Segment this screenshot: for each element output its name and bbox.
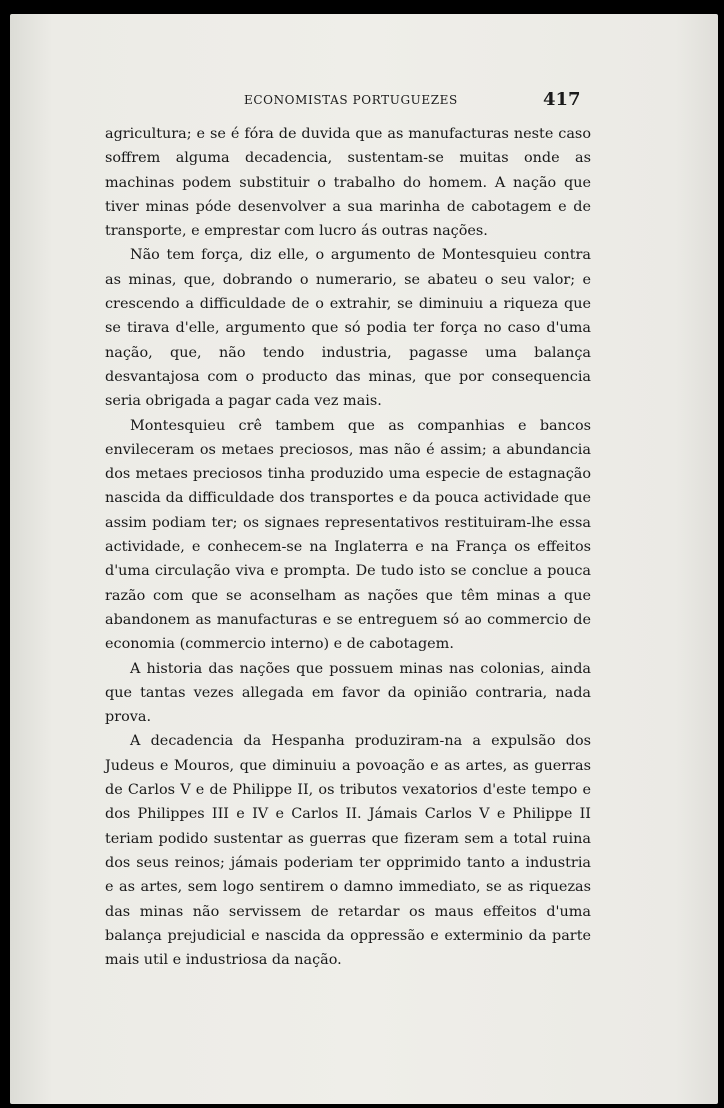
paragraph-4: A historia das nações que possuem minas nas colonias, ainda que tantas vezes allegada em favor da opinião contraria, nada prova. [105,660,591,726]
body-text [105,122,591,972]
book-page [10,14,718,1104]
running-title: ECONOMISTAS PORTUGUEZES [244,93,458,107]
paragraph-2: Não tem força, diz elle, o argumento de Montesquieu contra as minas, que, dobrando o numerario, se abateu o seu valor; e crescendo a difficuldade de o extrahir, se diminuiu a riqueza que se tirava d'elle, argumento que só podia ter força no caso d'uma nação, que, não tendo industria, pagasse uma balança desvantajosa com o producto das minas, que por consequencia seria obrigada a pagar cada vez mais. [105,247,591,410]
paragraph-1: agricultura; e se é fóra de duvida que as manufacturas neste caso soffrem alguma decadencia, sustentam-se muitas onde as machinas podem substituir o trabalho do homem. A nação que tiver minas póde desenvolver a sua marinha de cabotagem e de transporte, e emprestar com lucro ás outras nações. [105,126,591,240]
paragraph-5: A decadencia da Hespanha produziram-na a expulsão dos Judeus e Mouros, que diminuiu a povoação e as artes, as guerras de Carlos V e de Philippe II, os tributos vexatorios d'este tempo e dos Philippes III e IV e Carlos II. Jámais Carlos V e Philippe II teriam podido sustentar as guerras que fizeram sem a total ruina dos seus reinos; jámais poderiam ter opprimido tanto a industria e as artes, sem logo sentirem o damno immediato, se as riquezas das minas não servissem de retardar os maus effeitos d'uma balança prejudicial e nascida da oppressão e exterminio da parte mais util e industriosa da nação. [105,733,591,969]
page-header [10,91,718,111]
paragraph-3: Montesquieu crê tambem que as companhias e bancos envileceram os metaes preciosos, mas não é assim; a abundancia dos metaes preciosos tinha produzido uma especie de estagnação nascida da difficuldade dos transportes e da pouca actividade que assim podiam ter; os signaes representativos restituiram-lhe essa actividade, e conhecem-se na Inglaterra e na França os effeitos d'uma circulação viva e prompta. De tudo isto se conclue a pouca razão com que se aconselham as nações que têm minas a que abandonem as manufacturas e se entreguem só ao commercio de economia (commercio interno) e de cabotagem. [105,417,591,653]
page-number: 417 [543,89,581,110]
